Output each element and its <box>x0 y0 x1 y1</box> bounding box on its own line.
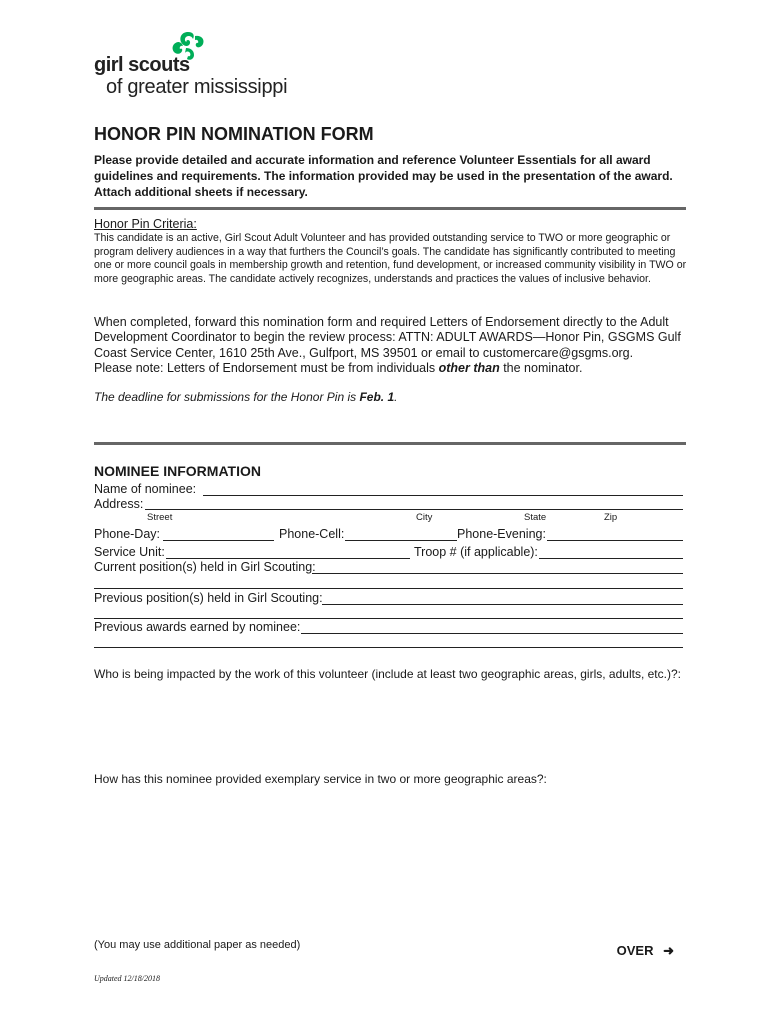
form-title: HONOR PIN NOMINATION FORM <box>94 124 374 144</box>
note-suffix: the nominator. <box>499 360 583 375</box>
zip-label: Zip <box>604 512 618 523</box>
forward-instructions <box>94 315 694 376</box>
over-label: OVER <box>616 943 654 958</box>
criteria-text: This candidate is an active, Girl Scout Adult Volunteer and has provided outstanding service to TWO or more geographic or program delivery audiences in a way that furthers the Council’s goals. The candidate has significantly contributed to meeting one or more council goals in membership growth and retention, fund development, or increased community visibility in TWO or more geographic areas. The candidate actively recognizes, understands and practices the values of inclusive behavior. <box>94 232 687 285</box>
previous-awards-label: Previous awards earned by nominee: <box>94 620 301 634</box>
note-emphasis: other than <box>438 360 500 375</box>
phone-cell-label: Phone-Cell: <box>279 527 345 541</box>
current-positions-field-2[interactable] <box>94 588 683 589</box>
over-indicator <box>617 943 674 959</box>
deadline-suffix: . <box>394 390 398 404</box>
previous-positions-field[interactable] <box>322 604 683 605</box>
deadline-text <box>94 390 398 404</box>
current-positions-field[interactable] <box>312 573 683 574</box>
name-field[interactable] <box>203 495 683 496</box>
deadline-date: Feb. 1 <box>359 390 395 404</box>
service-unit-field[interactable] <box>166 558 410 559</box>
state-label: State <box>524 512 547 523</box>
divider <box>94 442 686 445</box>
service-unit-label: Service Unit: <box>94 545 165 559</box>
phone-evening-label: Phone-Evening: <box>457 527 546 541</box>
logo-text-line2: of greater mississippi <box>106 76 288 98</box>
section-title: NOMINEE INFORMATION <box>94 463 261 479</box>
previous-awards-field-2[interactable] <box>94 647 683 648</box>
previous-positions-field-2[interactable] <box>94 618 683 619</box>
forward-text: When completed, forward this nomination form and required Letters of Endorsement directly to the Adult Development Coordinator to begin the review process: ATTN: ADULT AWARDS—Honor Pin, GSGMS Gulf Coast Service Center, 1610 25th Ave., Gulfport, MS 39501 or email to customercare@gsgms.org. <box>94 315 681 360</box>
intro-text: Please provide detailed and accurate information and reference Volunteer Essentials for all award guidelines and requirements. The information provided may be used in the presentation of the award. Attach additional sheets if necessary. <box>94 153 673 199</box>
note-prefix: Please note: Letters of Endorsement must be from individuals <box>94 360 439 375</box>
divider <box>94 207 686 210</box>
troop-field[interactable] <box>539 558 683 559</box>
address-label: Address: <box>94 497 144 511</box>
question-impact: Who is being impacted by the work of this volunteer (include at least two geographic areas, girls, adults, etc.)?: <box>94 667 681 681</box>
name-label: Name of nominee: <box>94 482 197 496</box>
city-label: City <box>416 512 433 523</box>
previous-positions-label: Previous position(s) held in Girl Scouting: <box>94 591 323 605</box>
phone-day-field[interactable] <box>163 540 274 541</box>
phone-day-label: Phone-Day: <box>94 527 161 541</box>
troop-label: Troop # (if applicable): <box>414 545 538 559</box>
right-arrow-icon: ➜ <box>663 943 674 958</box>
criteria-heading: Honor Pin Criteria: <box>94 217 197 231</box>
additional-paper-note: (You may use additional paper as needed) <box>94 939 301 951</box>
deadline-prefix: The deadline for submissions for the Honor Pin is <box>94 390 360 404</box>
current-positions-label: Current position(s) held in Girl Scouting: <box>94 560 316 574</box>
question-service: How has this nominee provided exemplary service in two or more geographic areas?: <box>94 772 547 786</box>
updated-date: Updated 12/18/2018 <box>94 974 160 983</box>
phone-cell-field[interactable] <box>345 540 457 541</box>
street-label: Street <box>147 512 173 523</box>
logo-text-line1: girl scouts <box>94 54 190 76</box>
previous-awards-field[interactable] <box>301 633 683 634</box>
address-field[interactable] <box>145 509 683 510</box>
phone-evening-field[interactable] <box>547 540 683 541</box>
